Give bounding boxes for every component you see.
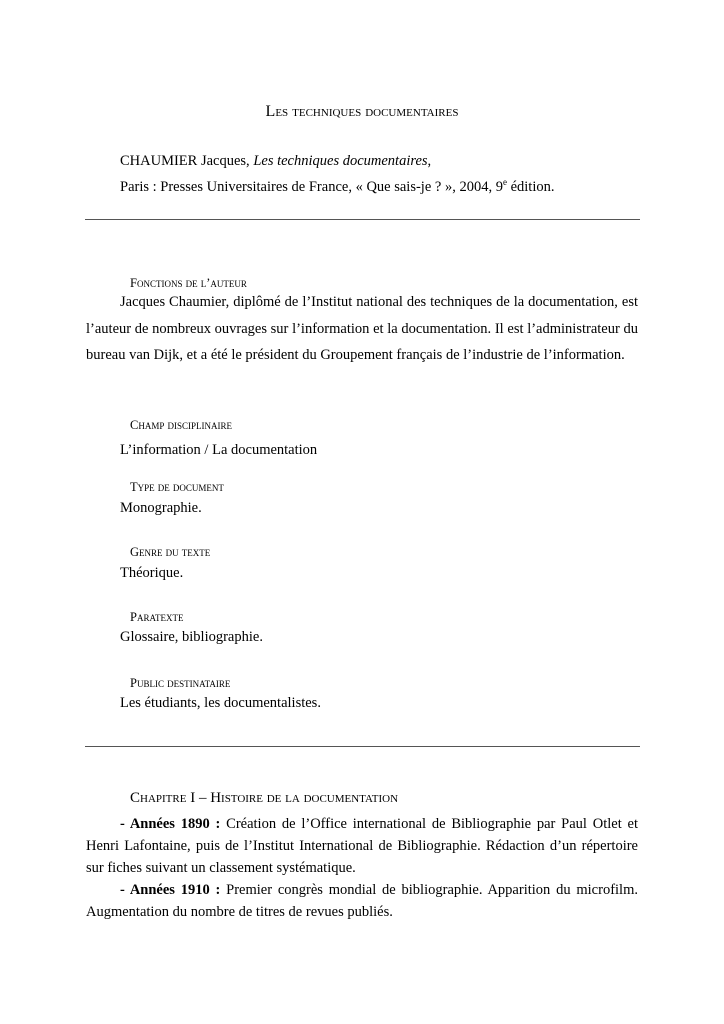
author-paragraph: [86, 289, 638, 369]
divider: [85, 746, 640, 747]
reference-author: CHAUMIER Jacques,: [120, 153, 254, 169]
chapter-body: [86, 813, 638, 923]
section-value-type: Monographie.: [120, 500, 202, 516]
section-label-genre: Genre du texte: [130, 545, 211, 559]
section-label-paratexte: Paratexte: [130, 610, 184, 624]
chapter-entry: [86, 879, 638, 923]
reference-line-2: [120, 177, 555, 196]
section-label-public: Public destinataire: [130, 676, 231, 690]
reference-publisher: Paris : Presses Universitaires de France, « Que sais-je ? », 2004, 9: [120, 178, 503, 195]
chapter-title: Chapitre I – Histoire de la documentation: [130, 790, 399, 806]
section-label-champ: Champ disciplinaire: [130, 418, 232, 432]
document-title: Les techniques documentaires: [265, 103, 459, 120]
reference-comma: ,: [427, 153, 432, 169]
entry-text: Création de l’Office international de Bibliographie par Paul Otlet et Henri Lafontaine, puis de l’Institut International de Bibliographie. Rédaction d’un répertoire sur fiches suivant un classement systématique.: [86, 816, 638, 876]
chapter-entry: [86, 813, 638, 879]
divider: [85, 219, 640, 220]
entry-text: Premier congrès mondial de bibliographie. Apparition du microfilm. Augmentation du nombre de titres de revues publiés.: [86, 882, 638, 920]
section-label-fonctions: Fonctions de l’auteur: [130, 276, 247, 290]
section-value-champ: L’information / La documentation: [120, 442, 318, 458]
reference-book-title: Les techniques documentaires: [253, 153, 428, 169]
section-value-public: Les étudiants, les documentalistes.: [120, 695, 321, 711]
entry-label: - Années 1890 :: [120, 816, 221, 832]
section-value-genre: Théorique.: [120, 565, 184, 581]
entry-label: - Années 1910 :: [120, 882, 221, 898]
reference-edition-superscript: e: [502, 177, 507, 187]
author-text: Jacques Chaumier, diplômé de l’Institut national des techniques de la documentation, est l’auteur de nombreux ouvrages sur l’information et la documentation. Il est l’administrateur du bureau van Dijk, et a été le président du Groupement français de l’industrie de l’information.: [86, 294, 638, 363]
section-value-paratexte: Glossaire, bibliographie.: [120, 629, 263, 645]
reference-line-1: [120, 153, 431, 170]
reference-edition: édition.: [506, 178, 555, 195]
section-label-type: Type de document: [130, 480, 224, 494]
